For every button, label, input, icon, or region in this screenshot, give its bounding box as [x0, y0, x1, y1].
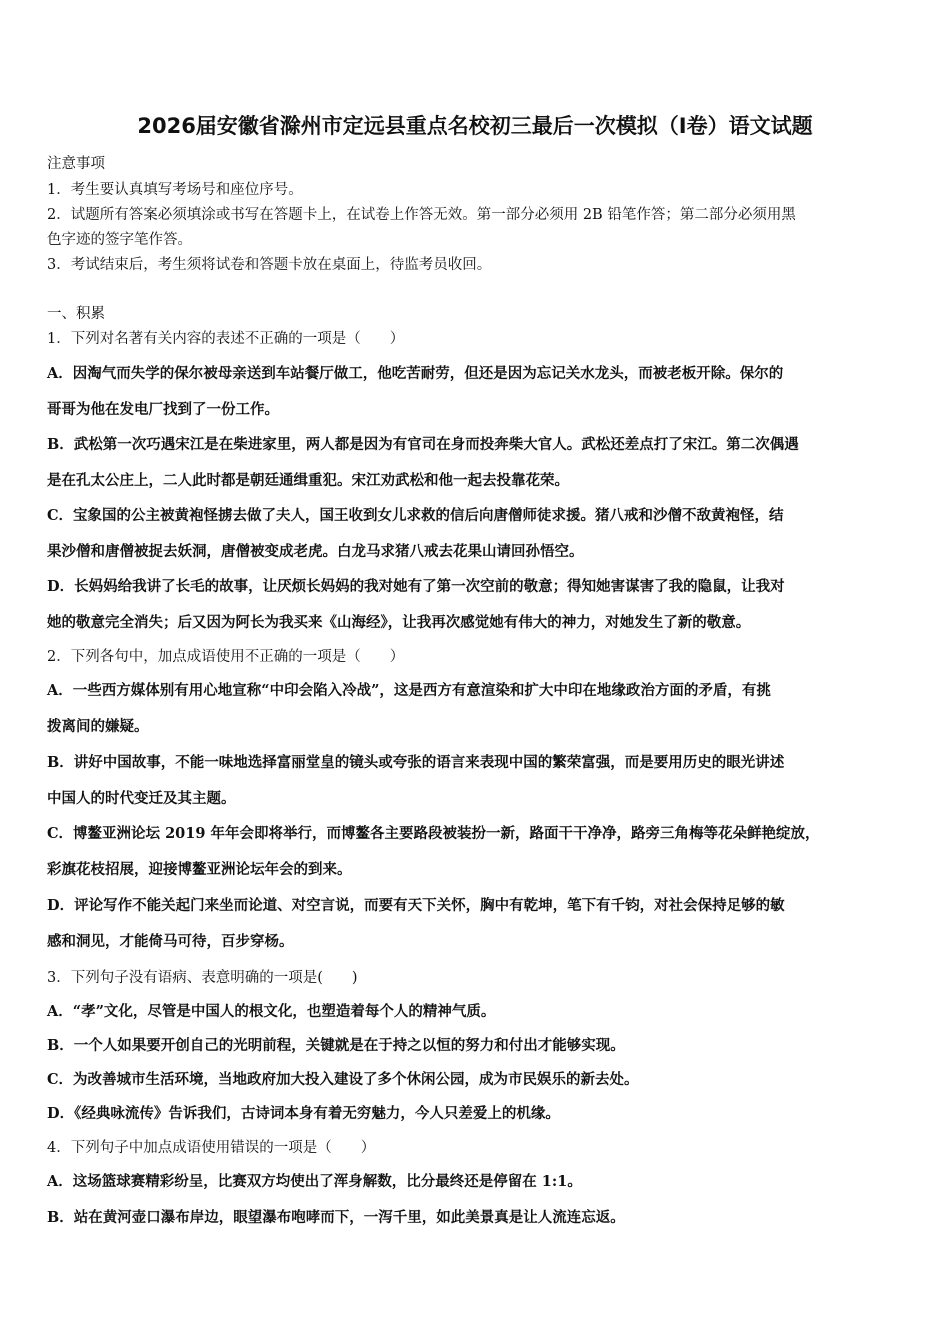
q2-option-a-cont: 拨离间的嫌疑。 — [47, 718, 149, 735]
q3-option-b: B．一个人如果要开创自己的光明前程，关键就是在于持之以恒的努力和付出才能够实现。 — [47, 1037, 625, 1054]
q2-option-d-cont: 感和洞见，才能倚马可待，百步穿杨。 — [47, 933, 294, 950]
q2-option-c: C．博鳌亚洲论坛 2019 年年会即将举行，而博鳌各主要路段被装扮一新，路面干干净净，路旁三角梅等花朵鲜艳绽放， — [47, 825, 820, 842]
q1-option-d: D．长妈妈给我讲了长毛的故事，让厌烦长妈妈的我对她有了第一次空前的敬意；得知她害谋害了我的隐鼠，让我对 — [47, 578, 785, 595]
notice-item: 色字迹的签字笔作答。 — [47, 232, 192, 248]
question-stem-3: 3．下列句子没有语病、表意明确的一项是( ) — [47, 970, 358, 986]
q1-option-d-cont: 她的敬意完全消失；后又因为阿长为我买来《山海经》，让我再次感觉她有伟大的神力，对她发生了新的敬意。 — [47, 614, 751, 631]
q4-option-b: B．站在黄河壶口瀑布岸边，眼望瀑布咆哮而下，一泻千里，如此美景真是让人流连忘返。 — [47, 1209, 625, 1226]
q2-option-b-cont: 中国人的时代变迁及其主题。 — [47, 790, 236, 807]
q2-option-b: B．讲好中国故事，不能一味地选择富丽堂皇的镜头或夸张的语言来表现中国的繁荣富强，而是要用历史的眼光讲述 — [47, 754, 785, 771]
q1-option-a-cont: 哥哥为他在发电厂找到了一份工作。 — [47, 401, 279, 418]
notice-item: 3．考试结束后，考生须将试卷和答题卡放在桌面上，待监考员收回。 — [47, 257, 492, 273]
q1-option-b-cont: 是在孔太公庄上，二人此时都是朝廷通缉重犯。宋江劝武松和他一起去投靠花荣。 — [47, 472, 569, 489]
notice-heading: 注意事项 — [47, 156, 105, 172]
q3-option-a: A．“孝”文化，尽管是中国人的根文化，也塑造着每个人的精神气质。 — [47, 1003, 496, 1020]
question-stem-2: 2．下列各句中，加点成语使用不正确的一项是（ ） — [47, 649, 405, 665]
q1-option-c-cont: 果沙僧和唐僧被捉去妖洞，唐僧被变成老虎。白龙马求猪八戒去花果山请回孙悟空。 — [47, 543, 584, 560]
q3-option-d: D．《经典咏流传》告诉我们，古诗词本身有着无穷魅力，今人只差爱上的机缘。 — [47, 1105, 560, 1122]
q2-option-c-cont: 彩旗花枝招展，迎接博鳌亚洲论坛年会的到来。 — [47, 861, 352, 878]
notice-item: 2．试题所有答案必须填涂或书写在答题卡上，在试卷上作答无效。第一部分必须用 2B 铅笔作答；第二部分必须用黑 — [47, 207, 796, 223]
q3-option-c: C．为改善城市生活环境，当地政府加大投入建设了多个休闲公园，成为市民娱乐的新去处。 — [47, 1071, 639, 1088]
q1-option-b: B．武松第一次巧遇宋江是在柴进家里，两人都是因为有官司在身而投奔柴大官人。武松还差点打了宋江。第二次偶遇 — [47, 436, 799, 453]
q2-option-d: D．评论写作不能关起门来坐而论道、对空言说，而要有天下关怀，胸中有乾坤，笔下有千钧，对社会保持足够的敏 — [47, 897, 785, 914]
notice-item: 1．考生要认真填写考场号和座位序号。 — [47, 182, 303, 198]
section-heading: 一、积累 — [47, 306, 105, 322]
page-title: 2026届安徽省滁州市定远县重点名校初三最后一次模拟（I卷）语文试题 — [137, 114, 813, 138]
q2-option-a: A．一些西方媒体别有用心地宣称“中印会陷入冷战”，这是西方有意渲染和扩大中印在地缘政治方面的矛盾，有挑 — [47, 682, 771, 699]
q1-option-c: C．宝象国的公主被黄袍怪掳去做了夫人，国王收到女儿求救的信后向唐僧师徒求援。猪八戒和沙僧不敌黄袍怪，结 — [47, 507, 784, 524]
question-stem-4: 4．下列句子中加点成语使用错误的一项是（ ） — [47, 1140, 376, 1156]
question-stem-1: 1．下列对名著有关内容的表述不正确的一项是（ ） — [47, 331, 405, 347]
q4-option-a: A．这场篮球赛精彩纷呈，比赛双方均使出了浑身解数，比分最终还是停留在 1:1。 — [47, 1173, 582, 1190]
q1-option-a: A．因淘气而失学的保尔被母亲送到车站餐厅做工，他吃苦耐劳，但还是因为忘记关水龙头，而被老板开除。保尔的 — [47, 365, 784, 382]
